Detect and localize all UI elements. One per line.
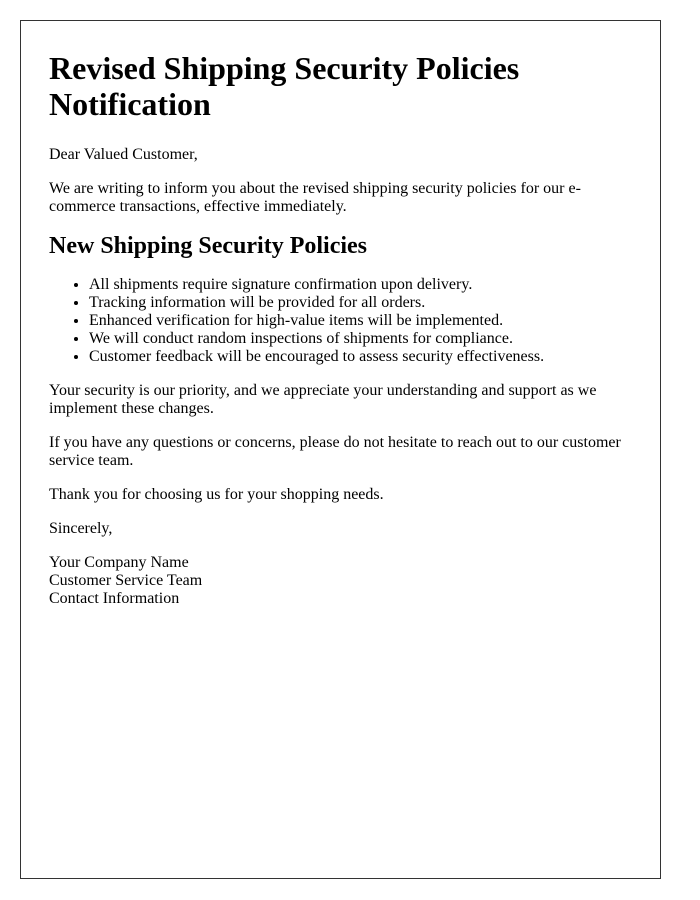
letter-title-line-2: Notification <box>49 86 211 122</box>
signature-contact: Contact Information <box>49 590 180 607</box>
section-heading: New Shipping Security Policies <box>49 233 368 259</box>
policy-item: • We will conduct random inspections of shipments for compliance. <box>89 330 632 348</box>
letter-page <box>20 20 661 879</box>
letter-title <box>49 50 632 122</box>
intro-paragraph: We are writing to inform you about the revised shipping security policies for our e-commerce transactions, effective immediately. <box>49 180 581 215</box>
policy-item: • All shipments require signature confirmation upon delivery. <box>89 276 632 294</box>
policy-item: • Tracking information will be provided for all orders. <box>89 294 632 312</box>
policy-list <box>49 276 632 366</box>
signature-block <box>49 554 632 608</box>
salutation: Dear Valued Customer, <box>49 146 198 163</box>
closing: Sincerely, <box>49 520 113 537</box>
priority-paragraph: Your security is our priority, and we appreciate your understanding and support as we implement these changes. <box>49 382 597 417</box>
policy-item: • Enhanced verification for high-value items will be implemented. <box>89 312 632 330</box>
thanks-paragraph: Thank you for choosing us for your shopping needs. <box>49 486 384 503</box>
signature-company: Your Company Name <box>49 554 189 571</box>
policy-item: • Customer feedback will be encouraged to assess security effectiveness. <box>89 348 632 366</box>
signature-team: Customer Service Team <box>49 572 203 589</box>
questions-paragraph: If you have any questions or concerns, please do not hesitate to reach out to our customer service team. <box>49 434 621 469</box>
letter-title-line-1: Revised Shipping Security Policies <box>49 50 520 86</box>
